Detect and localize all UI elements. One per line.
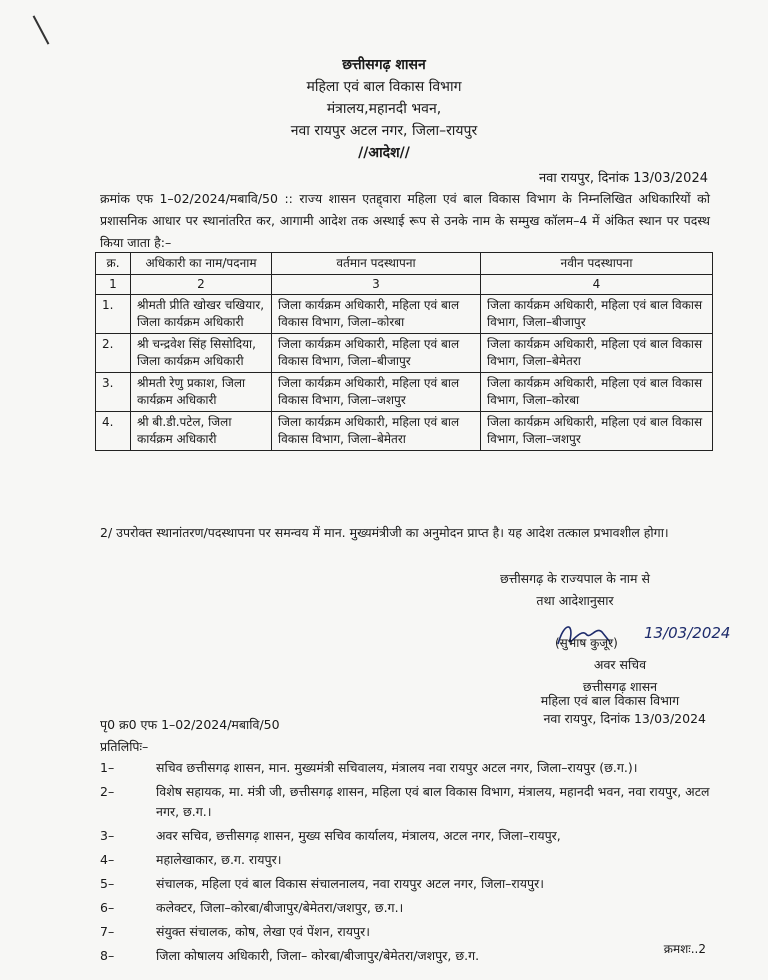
- signatory-department: महिला एवं बाल विकास विभाग: [540, 693, 680, 708]
- col-number: 3: [272, 275, 481, 295]
- row-sno: 2.: [96, 334, 131, 373]
- row-new-posting: जिला कार्यक्रम अधिकारी, महिला एवं बाल विकास विभाग, जिला–बीजापुर: [481, 295, 713, 334]
- row-new-posting: जिला कार्यक्रम अधिकारी, महिला एवं बाल विकास विभाग, जिला–कोरबा: [481, 373, 713, 412]
- col-number: 2: [131, 275, 272, 295]
- page-continuation-marker: क्रमशः..2: [663, 942, 706, 956]
- intro-paragraph: क्रमांक एफ 1–02/2024/मबावि/50 :: राज्य शासन एतद्द्वारा महिला एवं बाल विकास विभाग के निम्नलिखित अधिकारियों को प्रशासनिक आधार पर स्थानांतरित कर, आगामी आदेश तक अस्थाई रूप से उनके नाम के सम्मुख कॉलम–4 में अंकित स्थान पर पदस्थ किया जाता है:–: [100, 191, 710, 250]
- header-current-posting: वर्तमान पदस्थापना: [272, 253, 481, 275]
- list-item-text: संयुक्त संचालक, कोष, लेखा एवं पेंशन, रायपुर।: [156, 924, 370, 939]
- header-line-3: मंत्रालय,महानदी भवन,: [326, 101, 442, 117]
- column-number-row: [96, 275, 713, 295]
- list-item: [100, 922, 720, 942]
- list-item: [100, 758, 720, 778]
- copy-heading: प्रतिलिपिः–: [100, 739, 149, 754]
- list-item: [100, 826, 720, 846]
- list-item-text: सचिव छत्तीसगढ़ शासन, मान. मुख्यमंत्री सचिवालय, मंत्रालय नवा रायपुर अटल नगर, जिला–रायपुर (छ.ग.)।: [156, 760, 638, 775]
- list-item: [100, 946, 720, 966]
- table-row: [96, 412, 713, 451]
- row-officer: श्रीमती प्रीति खोखर चखियार, जिला कार्यक्रम अधिकारी: [131, 295, 272, 334]
- row-sno: 3.: [96, 373, 131, 412]
- copy-reference: पृ0 क्र0 एफ 1–02/2024/मबावि/50: [100, 717, 280, 732]
- list-item-number: 5–: [100, 876, 115, 891]
- row-current-posting: जिला कार्यक्रम अधिकारी, महिला एवं बाल विकास विभाग, जिला–बीजापुर: [272, 334, 481, 373]
- designation-line-2: छत्तीसगढ़ शासन: [582, 679, 658, 694]
- row-sno: 1.: [96, 295, 131, 334]
- authority-line-2: तथा आदेशानुसार: [536, 593, 614, 608]
- list-item-text: जिला कोषालय अधिकारी, जिला– कोरबा/बीजापुर/बेमेतरा/जशपुर, छ.ग.: [156, 948, 480, 963]
- pen-mark: [33, 15, 50, 44]
- row-new-posting: जिला कार्यक्रम अधिकारी, महिला एवं बाल विकास विभाग, जिला–जशपुर: [481, 412, 713, 451]
- col-number: 4: [481, 275, 713, 295]
- signature-date: 13/03/2024: [644, 624, 731, 642]
- order-title: //आदेश//: [358, 145, 410, 161]
- row-current-posting: जिला कार्यक्रम अधिकारी, महिला एवं बाल विकास विभाग, जिला–जशपुर: [272, 373, 481, 412]
- list-item: [100, 898, 720, 918]
- list-item-number: 7–: [100, 924, 115, 939]
- order-date: नवा रायपुर, दिनांक 13/03/2024: [538, 171, 708, 186]
- list-item: [100, 782, 720, 822]
- table-row: [96, 295, 713, 334]
- row-officer: श्रीमती रेणु प्रकाश, जिला कार्यक्रम अधिकारी: [131, 373, 272, 412]
- row-officer: श्री बी.डी.पटेल, जिला कार्यक्रम अधिकारी: [131, 412, 272, 451]
- list-item: [100, 850, 720, 870]
- authority-line-1: छत्तीसगढ़ के राज्यपाल के नाम से: [500, 571, 650, 586]
- row-current-posting: जिला कार्यक्रम अधिकारी, महिला एवं बाल विकास विभाग, जिला–बेमेतरा: [272, 412, 481, 451]
- row-officer: श्री चन्द्रवेश सिंह सिसोदिया, जिला कार्यक्रम अधिकारी: [131, 334, 272, 373]
- designation-line-1: अवर सचिव: [593, 657, 647, 672]
- list-item-text: कलेक्टर, जिला–कोरबा/बीजापुर/बेमेतरा/जशपुर, छ.ग.।: [156, 900, 404, 915]
- list-item-text: अवर सचिव, छत्तीसगढ़ शासन, मुख्य सचिव कार्यालय, मंत्रालय, अटल नगर, जिला–रायपुर,: [156, 828, 561, 843]
- table-row: [96, 334, 713, 373]
- approval-paragraph: 2/ उपरोक्त स्थानांतरण/पदस्थापना पर समन्वय में मान. मुख्यमंत्रीजी का अनुमोदन प्राप्त है। यह आदेश तत्काल प्रभावशील होगा।: [100, 525, 669, 540]
- header: [0, 54, 768, 142]
- list-item-text: संचालक, महिला एवं बाल विकास संचालनालय, नवा रायपुर अटल नगर, जिला–रायपुर।: [156, 876, 544, 891]
- header-officer: अधिकारी का नाम/पदनाम: [131, 253, 272, 275]
- header-new-posting: नवीन पदस्थापना: [481, 253, 713, 275]
- row-sno: 4.: [96, 412, 131, 451]
- list-item-number: 8–: [100, 948, 115, 963]
- row-current-posting: जिला कार्यक्रम अधिकारी, महिला एवं बाल विकास विभाग, जिला–कोरबा: [272, 295, 481, 334]
- header-line-4: नवा रायपुर अटल नगर, जिला–रायपुर: [290, 123, 478, 139]
- row-new-posting: जिला कार्यक्रम अधिकारी, महिला एवं बाल विकास विभाग, जिला–बेमेतरा: [481, 334, 713, 373]
- list-item: [100, 874, 720, 894]
- list-item-text: विशेष सहायक, मा. मंत्री जी, छत्तीसगढ़ शासन, महिला एवं बाल विकास विभाग, मंत्रालय, महानदी भवन, नवा रायपुर, अटल नगर, छ.ग.।: [156, 784, 710, 819]
- list-item-text: महालेखाकार, छ.ग. रायपुर।: [156, 852, 282, 867]
- copy-list: [100, 758, 720, 970]
- table-row: [96, 373, 713, 412]
- list-item-number: 1–: [100, 760, 115, 775]
- col-number: 1: [96, 275, 131, 295]
- list-item-number: 4–: [100, 852, 115, 867]
- table-header-row: [96, 253, 713, 275]
- list-item-number: 3–: [100, 828, 115, 843]
- list-item-number: 6–: [100, 900, 115, 915]
- signatory-name: (सुभाष कुजूर): [555, 636, 618, 650]
- header-line-1: छत्तीसगढ़ शासन: [342, 57, 426, 73]
- transfer-table: [95, 252, 713, 451]
- header-sno: क्र.: [96, 253, 131, 275]
- copy-date: नवा रायपुर, दिनांक 13/03/2024: [543, 711, 706, 726]
- header-line-2: महिला एवं बाल विकास विभाग: [306, 79, 462, 95]
- authority-lines: [430, 568, 720, 612]
- list-item-number: 2–: [100, 784, 115, 799]
